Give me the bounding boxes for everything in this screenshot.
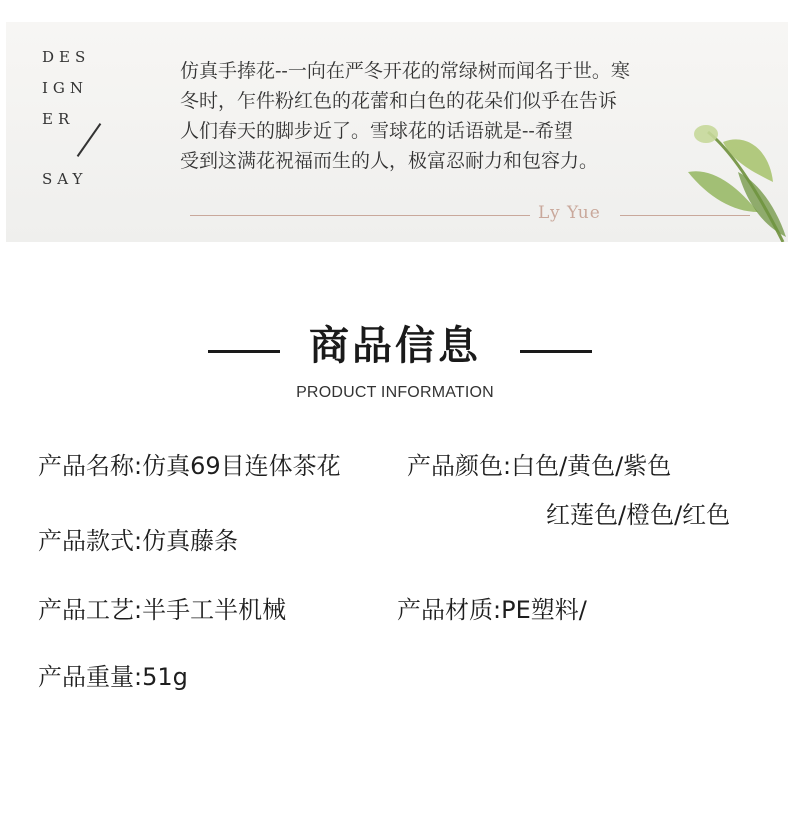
- spec-product-material: [397, 593, 587, 627]
- title-rule-right: [520, 350, 592, 353]
- spec-value: PE塑料/: [501, 596, 587, 624]
- spec-product-weight: [38, 660, 188, 694]
- section-subtitle: PRODUCT INFORMATION: [296, 384, 494, 401]
- section-title: 商品信息: [309, 322, 481, 369]
- spec-product-craft: [38, 593, 286, 627]
- spec-product-color: [407, 449, 671, 483]
- designer-mark-row: ER: [42, 110, 75, 128]
- quote-line: 受到这满花祝福而生的人，极富忍耐力和包容力。: [180, 150, 599, 172]
- spec-value: 仿真69目连体茶花: [142, 452, 341, 480]
- spec-value: 红莲色/橙色/红色: [546, 501, 731, 529]
- spec-label: 产品重量:: [38, 663, 143, 691]
- designer-mark-row: IGN: [42, 79, 89, 97]
- designer-mark-row: DES: [42, 48, 91, 66]
- slash-divider: [77, 123, 102, 157]
- signature-rule-left: [190, 215, 530, 216]
- spec-label: 产品名称:: [38, 452, 143, 480]
- spec-value: 白色/黄色/紫色: [511, 452, 672, 480]
- spec-product-style: [38, 524, 238, 558]
- quote-line: 冬时，乍件粉红色的花蕾和白色的花朵们似乎在告诉: [180, 90, 618, 112]
- spec-value: 半手工半机械: [142, 596, 287, 624]
- designer-mark-row: SAY: [42, 170, 88, 188]
- designer-quote: [180, 56, 740, 176]
- spec-product-name: [38, 449, 341, 483]
- spec-label: 产品工艺:: [38, 596, 143, 624]
- spec-value: 仿真藤条: [142, 527, 239, 555]
- designer-say-mark: [42, 50, 142, 200]
- spec-label: 产品颜色:: [407, 452, 512, 480]
- spec-product-color-more: [546, 498, 730, 532]
- designer-say-banner: [6, 22, 788, 242]
- spec-label: 产品材质:: [397, 596, 502, 624]
- spec-label: 产品款式:: [38, 527, 143, 555]
- designer-signature: Ly Yue: [538, 203, 601, 223]
- quote-line: 人们春天的脚步近了。雪球花的话语就是--希望: [180, 120, 573, 142]
- spec-value: 51g: [142, 663, 188, 691]
- quote-line: 仿真手捧花--一向在严冬开花的常绿树而闻名于世。寒: [180, 60, 630, 82]
- leaf-decoration-icon: [678, 112, 788, 242]
